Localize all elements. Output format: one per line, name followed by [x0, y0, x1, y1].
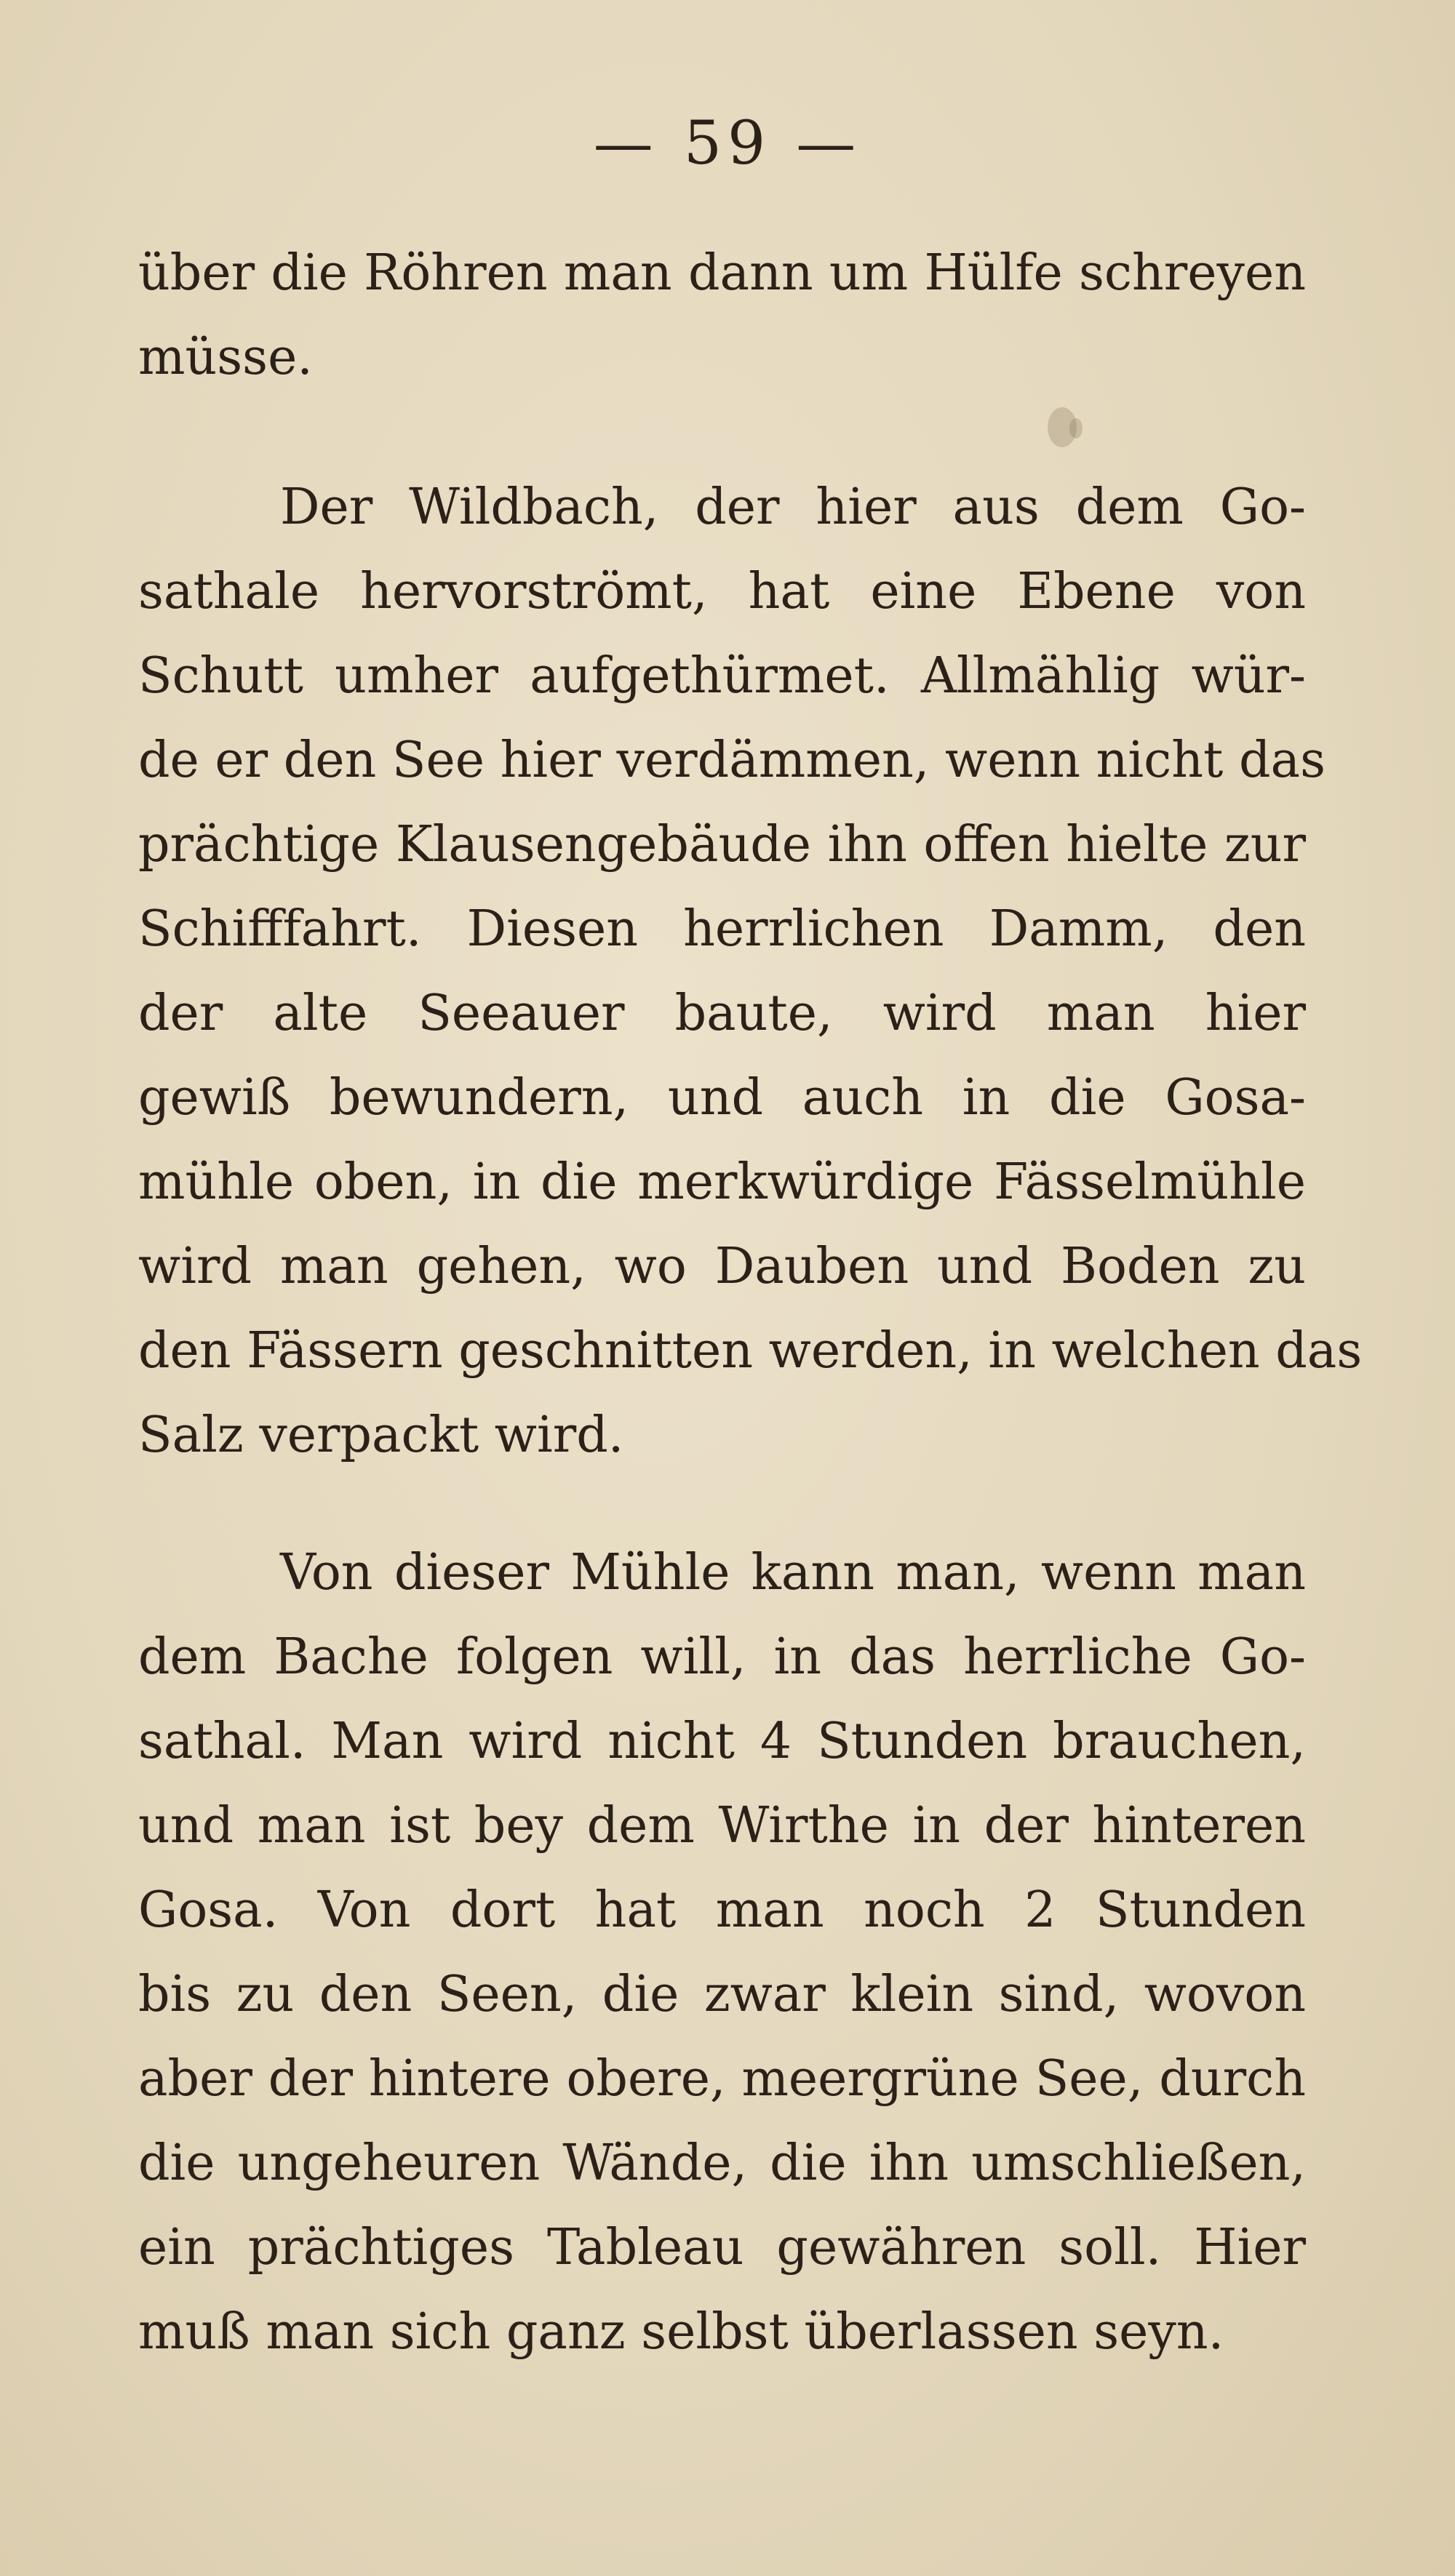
text-line: prächtige Klausengebäude ihn offen hielte zur — [138, 816, 1306, 873]
text-line: muß man sich ganz selbst überlassen seyn. — [138, 2303, 1224, 2361]
text-line: dem Bache folgen will, in das herrliche Go- — [138, 1628, 1306, 1686]
text-line: den Fässern geschnitten werden, in welchen das — [138, 1322, 1363, 1380]
text-line: Gosa. Von dort hat man noch 2 Stunden — [138, 1881, 1306, 1939]
text-line: ein prächtiges Tableau gewähren soll. Hier — [138, 2219, 1306, 2276]
text-line: gewiß bewundern, und auch in die Gosa- — [138, 1069, 1306, 1127]
text-line: aber der hintere obere, meergrüne See, durch — [138, 2050, 1306, 2108]
text-line: Schifffahrt. Diesen herrlichen Damm, den — [138, 900, 1306, 958]
text-line: Der Wildbach, der hier aus dem Go- — [280, 479, 1306, 536]
paragraph-1 — [138, 231, 1306, 400]
text-line: mühle oben, in die merkwürdige Fässelmühle — [138, 1153, 1306, 1211]
text-line: de er den See hier verdämmen, wenn nicht das — [138, 732, 1326, 789]
text-line: sathale hervorströmt, hat eine Ebene von — [138, 563, 1306, 620]
text-line: der alte Seeauer baute, wird man hier — [138, 985, 1306, 1042]
text-line: müsse. — [138, 329, 313, 386]
text-line: und man ist bey dem Wirthe in der hinteren — [138, 1797, 1306, 1855]
text-line: Von dieser Mühle kann man, wenn man — [280, 1544, 1306, 1601]
paragraph-3 — [138, 1531, 1306, 2375]
text-line: wird man gehen, wo Dauben und Boden zu — [138, 1238, 1306, 1295]
text-line: die ungeheuren Wände, die ihn umschließen, — [138, 2135, 1306, 2192]
text-line: sathal. Man wird nicht 4 Stunden brauchen, — [138, 1713, 1306, 1770]
text-line: Schutt umher aufgethürmet. Allmählig wür- — [138, 647, 1306, 705]
text-line: Salz verpackt wird. — [138, 1407, 624, 1464]
paper-stain — [1069, 418, 1083, 439]
text-line: über die Röhren man dann um Hülfe schreyen — [138, 244, 1306, 302]
text-line: bis zu den Seen, die zwar klein sind, wovon — [138, 1966, 1306, 2023]
paragraph-2 — [138, 465, 1363, 1478]
page-number: — 59 — — [593, 109, 862, 178]
